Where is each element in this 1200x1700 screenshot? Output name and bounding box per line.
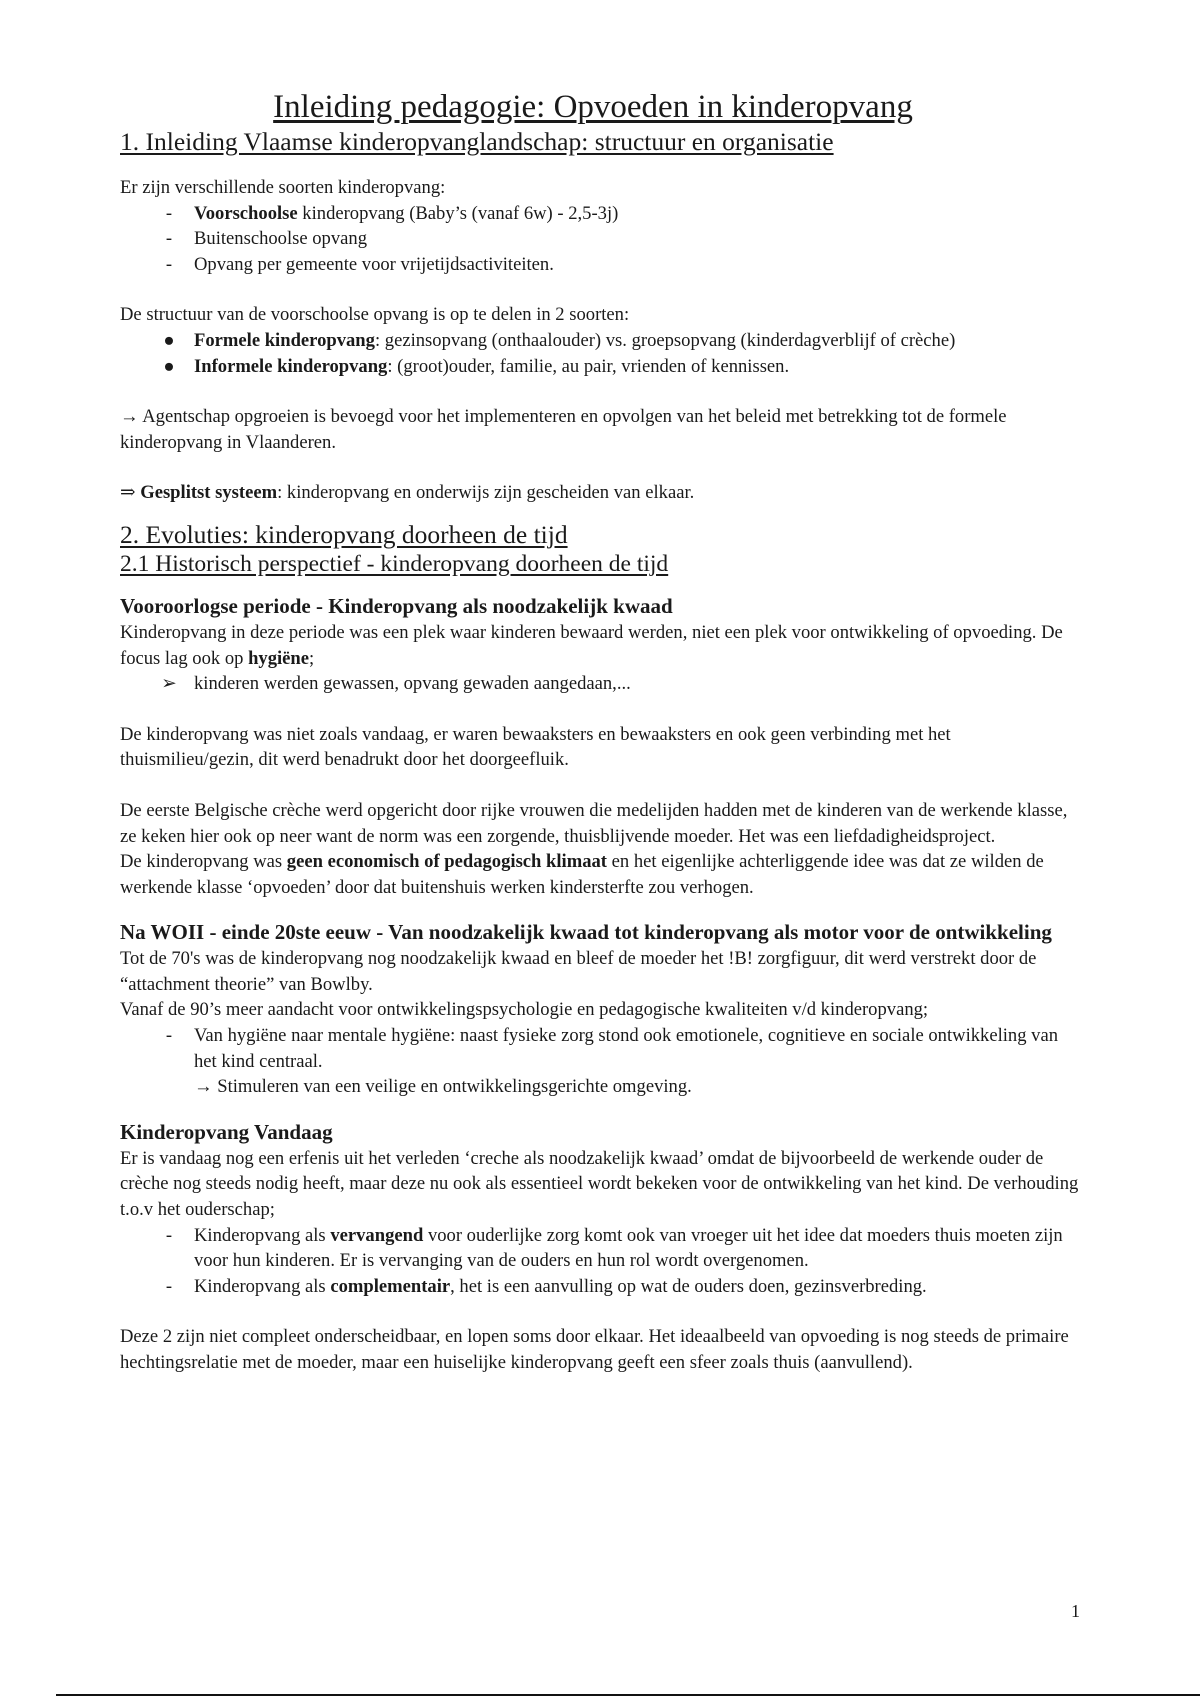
double-arrow-icon: ⇒: [120, 482, 141, 504]
paragraph-text: en het eigenlijke achterliggende idee was dat ze wilden de werkende klasse ‘opvoeden’ door dat buitenshuis werken kindersterfte zou verhogen.: [120, 851, 1044, 898]
prewar-paragraph-3: De eerste Belgische crèche werd opgericht door rijke vrouwen die medelijden hadden met de kinderen van de werkende klasse, ze keken hier ook op neer want de norm was een zorgende, thuisblijvende moeder. Het was een liefdadigheidsproject.: [120, 799, 1068, 847]
structure-list: [120, 328, 1080, 379]
paragraph-text: ;: [309, 647, 315, 669]
postwar-list: [120, 1023, 1080, 1074]
section-1-heading: 1. Inleiding Vlaamse kinderopvanglandschap: structuur en organisatie: [120, 127, 834, 156]
agency-note: → Agentschap opgroeien is bevoegd voor het implementeren en opvolgen van het beleid met betrekking tot de formele kinderopvang in Vlaanderen.: [120, 406, 1007, 453]
list-item-text: voor ouderlijke zorg komt ook van vroeger uit het idee dat moeders thuis moeten zijn voor hun kinderen. Er is vervanging van de ouders en hun rol wordt overgenomen.: [194, 1224, 1063, 1272]
section-2-1-heading: 2.1 Historisch perspectief - kinderopvang doorheen de tijd: [120, 550, 669, 577]
list-item-text: : gezinsopvang (onthaalouder) vs. groepsopvang (kinderdagverblijf of crèche): [374, 329, 956, 351]
page-number: 1: [1071, 1601, 1080, 1621]
prewar-paragraph-4: [120, 849, 1080, 900]
paragraph-text: De kinderopvang was: [120, 851, 287, 873]
document-body: [120, 88, 1080, 1376]
list-item: [120, 328, 1080, 354]
dash-marker: -: [165, 1025, 173, 1047]
list-item-text: kinderen werden gewassen, opvang gewaden aangedaan,...: [194, 673, 631, 695]
list-item-text: Buitenschoolse opvang: [194, 228, 367, 250]
bold-term: Informele kinderopvang: [194, 355, 388, 377]
bold-term: complementair: [330, 1275, 451, 1297]
list-item-text: Van hygiëne naar mentale hygiëne: naast fysieke zorg stond ook emotionele, cognitieve en sociale ontwikkeling van het kind centraal.: [194, 1025, 1059, 1072]
today-list: [120, 1223, 1080, 1300]
list-item: [120, 226, 1080, 252]
list-item-text: Opvang per gemeente voor vrijetijdsactiviteiten.: [194, 253, 554, 275]
split-system-note: [120, 480, 1080, 506]
list-item: [120, 1023, 1080, 1074]
bullet-dot-marker: ●: [163, 355, 175, 377]
prewar-list: [120, 671, 1080, 697]
prewar-paragraph-1: [120, 620, 1080, 671]
list-item-text: , het is een aanvulling op wat de ouders doen, gezinsverbreding.: [450, 1275, 927, 1297]
paragraph-text: : kinderopvang en onderwijs zijn gescheiden van elkaar.: [277, 482, 695, 504]
dash-marker: -: [165, 202, 173, 224]
list-item: [120, 354, 1080, 380]
today-paragraph-2: Deze 2 zijn niet compleet onderscheidbaar, en lopen soms door elkaar. Het ideaalbeeld van opvoeding is nog steeds de primaire hechtingsrelatie met de moeder, maar een huiselijke kinderopvang geeft een sfeer zoals thuis (aanvullend).: [120, 1326, 1069, 1373]
bold-term: Gesplitst systeem: [140, 482, 278, 504]
types-intro: Er zijn verschillende soorten kinderopvang:: [120, 177, 446, 198]
dash-marker: -: [165, 1224, 173, 1246]
postwar-paragraph-2: Vanaf de 90’s meer aandacht voor ontwikkelingspsychologie en pedagogische kwaliteiten v/d kinderopvang;: [120, 999, 929, 1021]
postwar-arrow-line: → Stimuleren van een veilige en ontwikkelingsgerichte omgeving.: [194, 1076, 692, 1098]
today-paragraph-1: Er is vandaag nog een erfenis uit het verleden ‘creche als noodzakelijk kwaad’ omdat de bijvoorbeeld de werkende ouder de crèche nog steeds nodig heeft, maar deze nu ook als essentieel wordt bekeken voor de ontwikkeling van het kind. De verhouding t.o.v het ouderschap;: [120, 1147, 1079, 1221]
list-item-text: : (groot)ouder, familie, au pair, vrienden of kennissen.: [387, 355, 790, 377]
postwar-heading: Na WOII - einde 20ste eeuw - Van noodzakelijk kwaad tot kinderopvang als motor voor de ontwikkeling: [120, 920, 1052, 945]
list-item: [120, 252, 1080, 278]
prewar-heading: Vooroorlogse periode - Kinderopvang als noodzakelijk kwaad: [120, 593, 673, 618]
list-item: [120, 201, 1080, 227]
dash-marker: -: [165, 228, 173, 250]
structure-intro: De structuur van de voorschoolse opvang is op te delen in 2 soorten:: [120, 304, 630, 326]
list-item: [120, 1274, 1080, 1300]
bold-term: geen economisch of pedagogisch klimaat: [286, 851, 607, 873]
bold-term: vervangend: [330, 1224, 424, 1246]
paragraph-text: Kinderopvang in deze periode was een plek waar kinderen bewaard werden, niet een plek voor ontwikkeling of opvoeding. De focus lag ook op: [120, 621, 1063, 669]
list-item-text: Kinderopvang als: [194, 1224, 331, 1246]
childcare-types-list: [120, 201, 1080, 278]
postwar-paragraph-1: Tot de 70's was de kinderopvang nog noodzakelijk kwaad en bleef de moeder het !B! zorgfiguur, dit werd verstrekt door de “attachment theorie” van Bowlby.: [120, 948, 1037, 995]
bold-term: hygiëne: [248, 647, 310, 669]
document-title: Inleiding pedagogie: Opvoeden in kinderopvang: [273, 89, 913, 125]
today-heading: Kinderopvang Vandaag: [120, 1119, 333, 1144]
list-item: [120, 1223, 1080, 1274]
arrowhead-marker: ➢: [161, 673, 177, 695]
section-2-heading: 2. Evoluties: kinderopvang doorheen de tijd: [120, 519, 568, 549]
bullet-dot-marker: ●: [163, 329, 175, 351]
list-item: [120, 671, 1080, 697]
bold-term: Voorschoolse: [194, 202, 298, 224]
list-item-text: kinderopvang (Baby’s (vanaf 6w) - 2,5-3j): [297, 202, 619, 224]
dash-marker: -: [165, 253, 173, 275]
prewar-paragraph-2: De kinderopvang was niet zoals vandaag, er waren bewaaksters en bewaaksters en ook geen verbinding met het thuismilieu/gezin, dit werd benadrukt door het doorgeefluik.: [120, 723, 951, 771]
footer-divider: [56, 1694, 1200, 1696]
list-item-text: Kinderopvang als: [194, 1275, 331, 1297]
dash-marker: -: [165, 1275, 173, 1297]
bold-term: Formele kinderopvang: [194, 329, 375, 351]
